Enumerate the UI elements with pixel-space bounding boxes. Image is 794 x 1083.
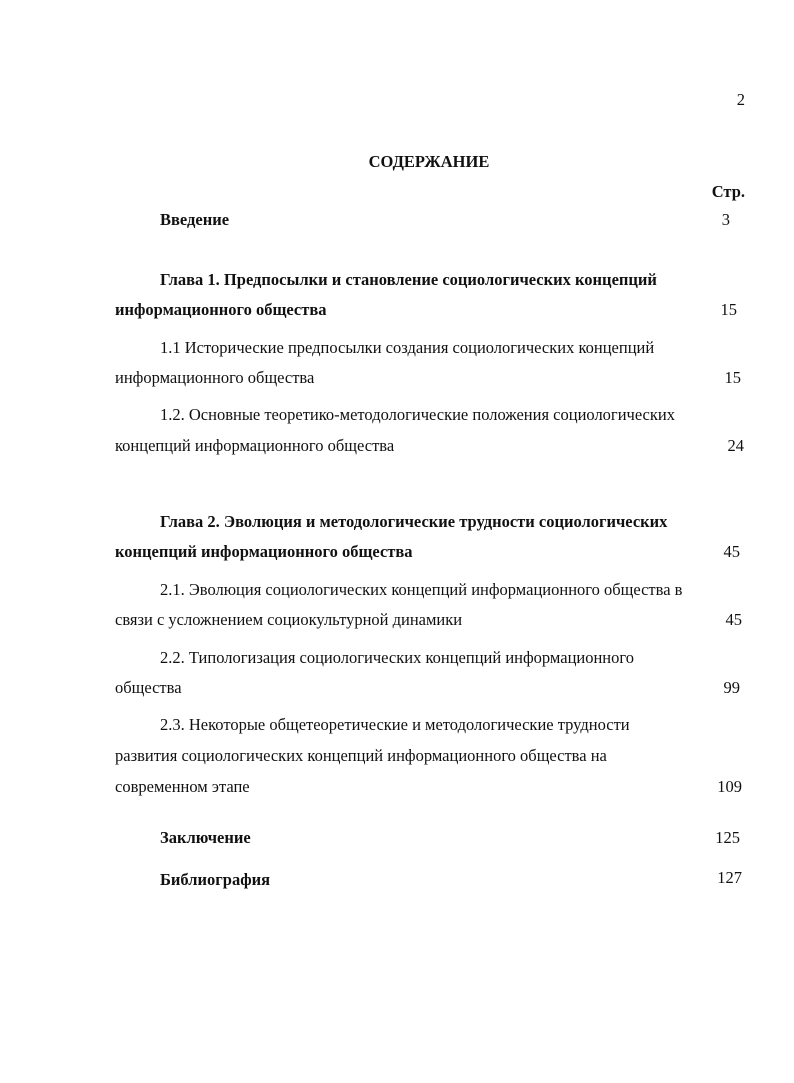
- toc-entry-section-2-3-cont2: современном этапе: [115, 777, 250, 796]
- toc-entry-section-2-1-cont: связи с усложнением социокультурной динамики: [115, 610, 463, 629]
- page-number: 2: [736, 90, 745, 109]
- toc-page-intro: 3: [721, 210, 730, 229]
- toc-entry-conclusion: Заключение: [160, 828, 251, 847]
- toc-entry-section-1-2: 1.2. Основные теоретико-методологические положения социологических: [160, 405, 675, 424]
- toc-page-section-1-1: 15: [724, 368, 741, 387]
- toc-entry-chapter2: Глава 2. Эволюция и методологические трудности социологических: [160, 512, 668, 531]
- toc-entry-bibliography: Библиография: [160, 870, 271, 889]
- toc-entry-section-1-1: 1.1 Исторические предпосылки создания социологических концепций: [160, 338, 655, 357]
- toc-title: СОДЕРЖАНИЕ: [368, 152, 490, 171]
- toc-entry-chapter2-cont: концепций информационного общества: [115, 542, 413, 561]
- toc-page-section-2-2: 99: [723, 678, 740, 697]
- toc-entry-section-2-2: 2.2. Типологизация социологических концепций информационного: [160, 648, 634, 667]
- toc-page-section-2-1: 45: [725, 610, 742, 629]
- toc-entry-section-2-1: 2.1. Эволюция социологических концепций информационного общества в: [160, 580, 683, 599]
- toc-entry-chapter1: Глава 1. Предпосылки и становление социологических концепций: [160, 270, 657, 289]
- toc-page-section-1-2: 24: [727, 436, 744, 455]
- toc-entry-section-1-2-cont: концепций информационного общества: [115, 436, 395, 455]
- toc-entry-section-2-3-cont: развития социологических концепций информационного общества на: [115, 746, 607, 765]
- toc-page-chapter1: 15: [720, 300, 737, 319]
- toc-page-section-2-3: 109: [717, 777, 742, 796]
- toc-page-conclusion: 125: [715, 828, 740, 847]
- toc-entry-section-1-1-cont: информационного общества: [115, 368, 315, 387]
- toc-page-chapter2: 45: [723, 542, 740, 561]
- toc-entry-section-2-2-cont: общества: [115, 678, 182, 697]
- page-column-label: Стр.: [711, 182, 745, 201]
- toc-entry-intro: Введение: [160, 210, 230, 229]
- toc-page-bibliography: 127: [717, 868, 742, 887]
- toc-entry-section-2-3: 2.3. Некоторые общетеоретические и методологические трудности: [160, 715, 630, 734]
- toc-entry-chapter1-cont: информационного общества: [115, 300, 327, 319]
